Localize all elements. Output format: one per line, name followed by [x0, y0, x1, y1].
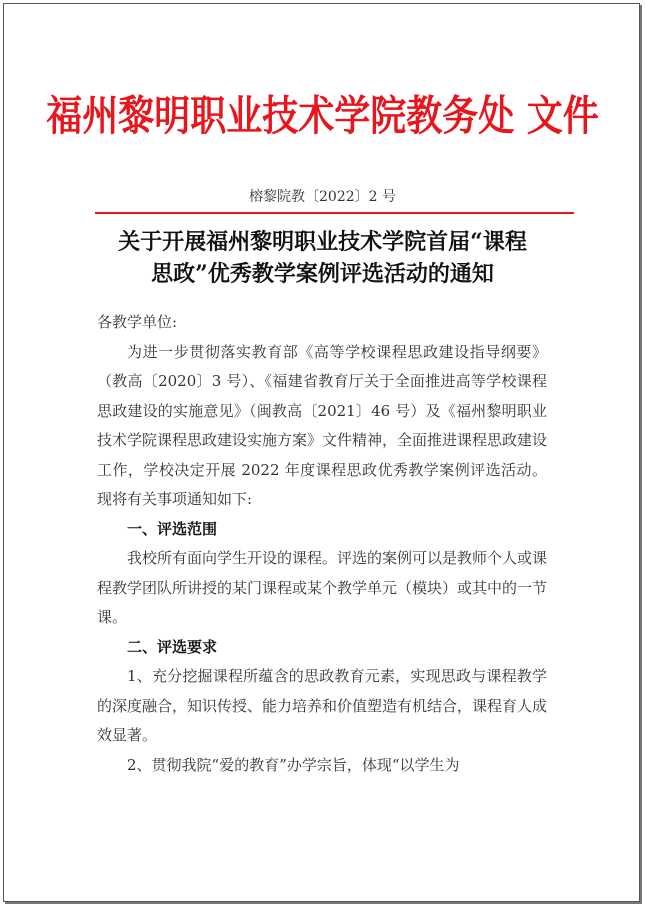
intro-paragraph: 为进一步贯彻落实教育部《高等学校课程思政建设指导纲要》（教高〔2020〕3 号）、《福建省教育厅关于全面推进高等学校课程思政建设的实施意见》（闽教高〔2021〕46 号）及《福州黎明职业技术学院课程思政建设实施方案》文件精神，全面推进课程思政建设工作，学校决定开展 2022 年度课程思政优秀教学案例评选活动。现将有关事项通知如下: [97, 342, 548, 508]
notice-title-line-2: 思政”优秀教学案例评选活动的通知 [151, 261, 494, 287]
requirement-1-paragraph: 1、充分挖掘课程所蕴含的思政教育元素，实现思政与课程教学的深度融合，知识传授、能力培养和价值塑造有机结合，课程育人成效显著。 [97, 667, 548, 744]
requirement-2-paragraph: 2、贯彻我院“爱的教育”办学宗旨，体现“以学生为 [127, 755, 460, 774]
red-divider-line [95, 212, 574, 214]
section-heading-requirements: 二、评选要求 [127, 637, 218, 656]
scope-paragraph: 我校所有面向学生开设的课程。评选的案例可以是教师个人或课程教学团队所讲授的某门课程或某个教学单元（模块）或其中的一节课。 [97, 549, 548, 626]
notice-body [97, 308, 547, 780]
section-heading-scope: 一、评选范围 [127, 519, 218, 538]
document-header-title: 福州黎明职业技术学院教务处 文件 [46, 93, 599, 141]
notice-title-line-1: 关于开展福州黎明职业技术学院首届“课程 [118, 229, 527, 255]
salutation: 各教学单位: [97, 313, 178, 331]
notice-title [60, 226, 585, 290]
document-number: 榕黎院教〔2022〕2 号 [249, 189, 396, 205]
